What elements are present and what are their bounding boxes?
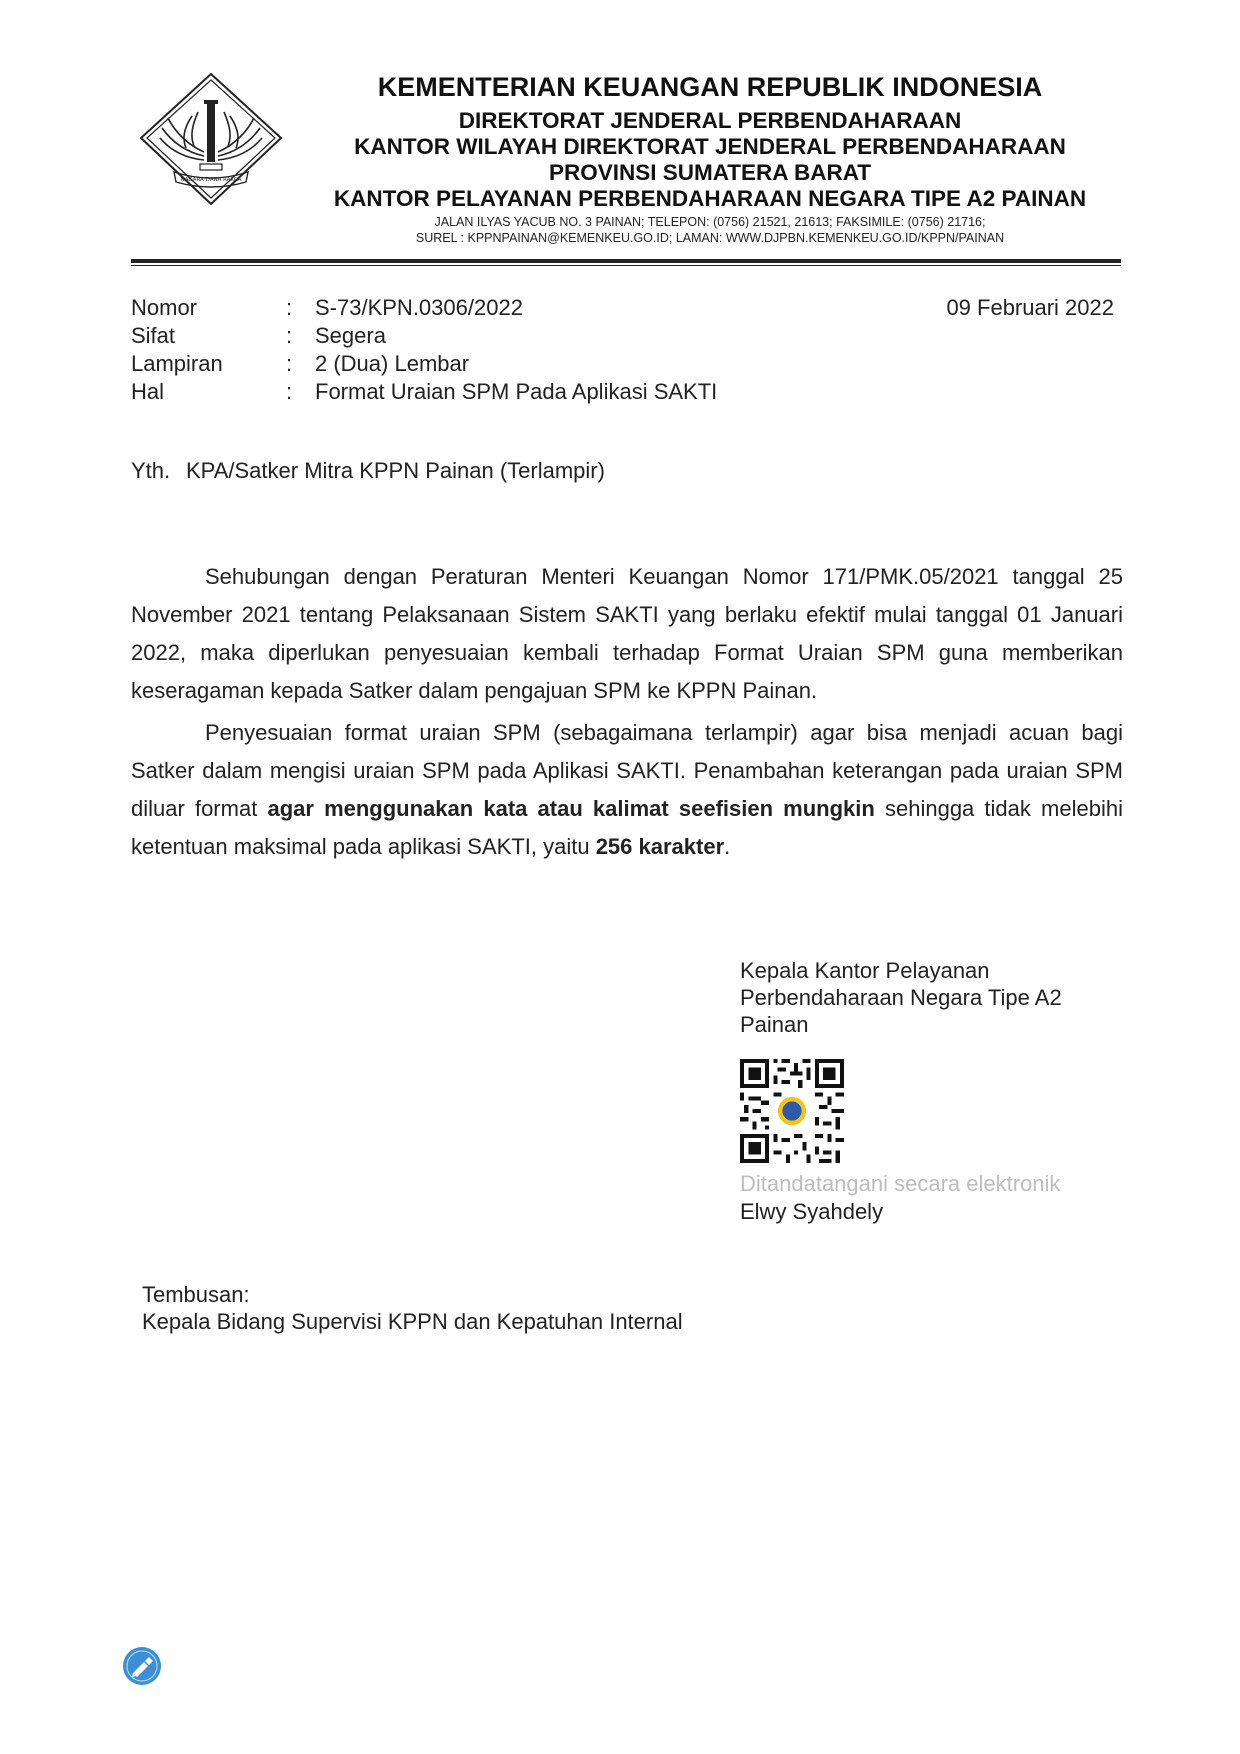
addressee-prefix: Yth.: [131, 458, 171, 483]
letterhead-divider-thin: [131, 265, 1121, 266]
nomor-value: S-73/KPN.0306/2022: [315, 295, 523, 320]
signatory-title-line-2: Perbendaharaan Negara Tipe A2: [740, 985, 1062, 1010]
p2-text-3: .: [724, 834, 731, 859]
sifat-label: Sifat: [131, 323, 176, 348]
letterhead-divider: [131, 259, 1121, 263]
lampiran-label: Lampiran: [131, 351, 223, 376]
lampiran-value: 2 (Dua) Lembar: [315, 351, 470, 376]
nomor-separator: :: [286, 295, 293, 320]
province-name: PROVINSI SUMATERA BARAT: [548, 160, 872, 185]
directorate-name: DIREKTORAT JENDERAL PERBENDAHARAAN: [458, 108, 962, 133]
p2-text-2: sehingga tidak melebihi ketentuan maksimal pada aplikasi SAKTI, yaitu: [131, 796, 1123, 859]
addressee-recipient: KPA/Satker Mitra KPPN Painan (Terlampir): [186, 458, 605, 483]
ministry-emblem-icon: [138, 72, 284, 208]
p2-text-1: Penyesuaian format uraian SPM (sebagaimana terlampir) agar bisa menjadi acuan bagi Satker dalam mengisi uraian SPM pada Aplikasi SAKTI. Penambahan keterangan pada uraian SPM diluar format: [131, 720, 1123, 821]
signatory-title-line-3: Painan: [740, 1012, 809, 1037]
tembusan-label: Tembusan:: [142, 1282, 250, 1307]
regional-office-name: KANTOR WILAYAH DIREKTORAT JENDERAL PERBENDAHARAAN: [354, 134, 1066, 159]
body-paragraph-1: Sehubungan dengan Peraturan Menteri Keuangan Nomor 171/PMK.05/2021 tanggal 25 November 2021 tentang Pelaksanaan Sistem SAKTI yang berlaku efektif mulai tanggal 01 Januari 2022, maka diperlukan penyesuaian kembali terhadap Format Uraian SPM guna memberikan keseragaman kepada Satker dalam pengajuan SPM ke KPPN Painan.: [131, 564, 1123, 703]
ministry-name: KEMENTERIAN KEUANGAN REPUBLIK INDONESIA: [377, 72, 1043, 102]
office-contact: SUREL : KPPNPAINAN@KEMENKEU.GO.ID; LAMAN: WWW.DJPBN.KEMENKEU.GO.ID/KPPN/PAINAN: [415, 231, 1005, 245]
hal-value: Format Uraian SPM Pada Aplikasi SAKTI: [315, 379, 718, 404]
signatory-title-line-1: Kepala Kantor Pelayanan: [740, 958, 990, 983]
e-signature-note: Ditandatangani secara elektronik: [740, 1171, 1061, 1196]
emblem-motto: NAGARA DANA RAKCA: [180, 177, 242, 183]
letter-date: 09 Februari 2022: [946, 295, 1114, 320]
lampiran-separator: :: [286, 351, 293, 376]
p2-bold-1: agar menggunakan kata atau kalimat seefisien mungkin: [267, 796, 875, 821]
qr-code-icon: [740, 1059, 844, 1163]
signatory-name: Elwy Syahdely: [740, 1199, 884, 1224]
e-sign-badge-icon: [122, 1646, 162, 1686]
office-address: JALAN ILYAS YACUB NO. 3 PAINAN; TELEPON: (0756) 21521, 21613; FAKSIMILE: (0756) 21716;: [434, 215, 986, 229]
p2-bold-2: 256 karakter: [595, 834, 725, 859]
body-paragraph-2: [131, 714, 1123, 866]
office-name: KANTOR PELAYANAN PERBENDAHARAAN NEGARA TIPE A2 PAINAN: [333, 186, 1087, 211]
nomor-label: Nomor: [131, 295, 198, 320]
hal-separator: :: [286, 379, 293, 404]
sifat-value: Segera: [315, 323, 386, 348]
tembusan-recipient: Kepala Bidang Supervisi KPPN dan Kepatuhan Internal: [142, 1309, 683, 1334]
sifat-separator: :: [286, 323, 293, 348]
hal-label: Hal: [131, 379, 165, 404]
